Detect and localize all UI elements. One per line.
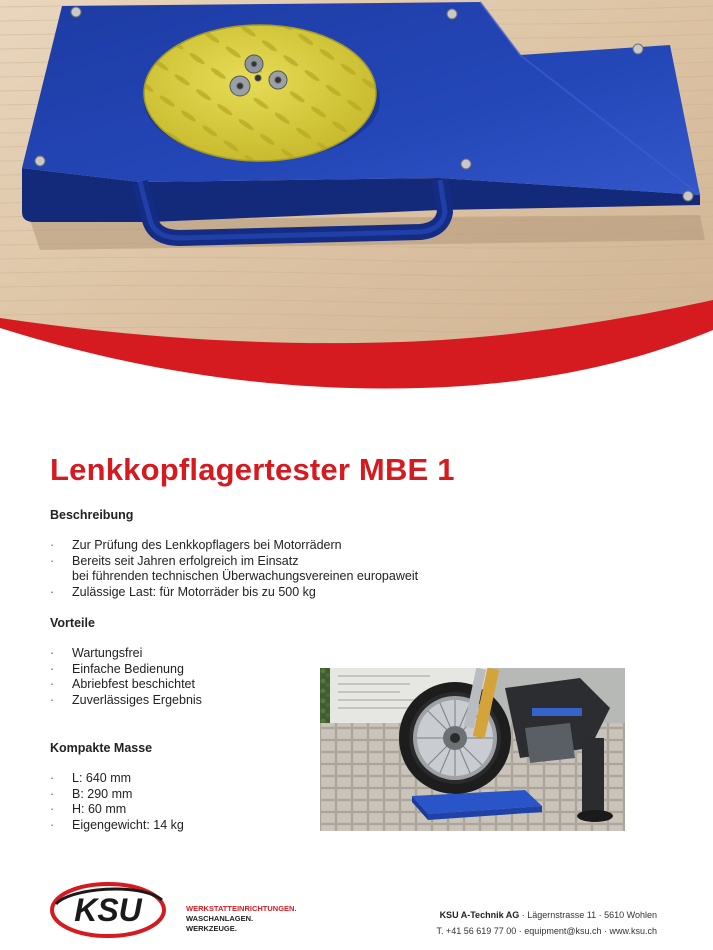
list-item [50,646,202,662]
bullet: · [50,817,55,832]
section-heading-beschreibung: Beschreibung [50,508,134,522]
tagline-line-3: WERKZEUGE. [186,924,237,933]
list-item-text: Wartungsfrei [72,646,143,660]
bullet: · [50,786,55,801]
list-item-text: Einfache Bedienung [72,661,184,676]
list-item-text: H: 60 mm [72,802,127,816]
list-item-text: L: 640 mm [72,771,132,785]
list-item [50,554,418,585]
bullet: · [50,771,55,785]
list-item [50,538,418,554]
bullet: · [50,538,55,552]
motorcycle-on-tester-photo [320,668,625,831]
list-item-text: B: 290 mm [72,786,133,801]
company-name: KSU A-Technik AG [439,910,520,920]
section-heading-vorteile: Vorteile [50,616,95,630]
list-item-text: Zuverlässiges Ergebnis [72,692,202,707]
bullet: · [50,802,55,816]
bullet: · [50,584,55,599]
list-item [50,818,184,834]
logo-text: KSU [74,892,142,928]
list-item [50,787,184,803]
tagline [186,904,297,934]
bullet: · [50,553,55,568]
beschreibung-list [50,538,418,600]
street-city: · Lägernstrasse 11 · 5610 Wohlen [519,910,657,920]
list-item [50,693,202,709]
list-item [50,677,202,693]
masse-list [50,771,184,833]
hero-product-photo [0,0,713,390]
ksu-logo [50,880,170,940]
page-title: Lenkkopflagertester MBE 1 [50,452,455,487]
list-item [50,662,202,678]
tester-illustration [0,0,713,390]
list-item [50,802,184,818]
address-line [436,907,657,923]
section-heading-masse: Kompakte Masse [50,741,153,755]
list-item [50,585,418,601]
tagline-line-2: WASCHANLAGEN. [186,914,254,923]
bullet: · [50,677,55,691]
list-item-text: Bereits seit Jahren erfolgreich im Einsatz [72,553,299,568]
motorcycle-illustration [320,668,625,831]
vorteile-list [50,646,202,708]
contact-line: T. +41 56 619 77 00 · equipment@ksu.ch · www.ksu.ch [436,926,657,936]
bullet: · [50,646,55,660]
tagline-line-1: WERKSTATTEINRICHTUNGEN. [186,904,297,913]
bullet: · [50,661,55,676]
list-item-text: Zur Prüfung des Lenkkopflagers bei Motorrädern [72,538,342,552]
bullet: · [50,692,55,707]
list-item-text: Eigengewicht: 14 kg [72,817,184,832]
list-item-text-continued: bei führenden technischen Überwachungsvereinen europaweit [72,569,419,583]
company-address [436,907,657,939]
list-item-text: Abriebfest beschichtet [72,677,195,691]
list-item [50,771,184,787]
list-item-text: Zulässige Last: für Motorräder bis zu 500 kg [72,584,316,599]
